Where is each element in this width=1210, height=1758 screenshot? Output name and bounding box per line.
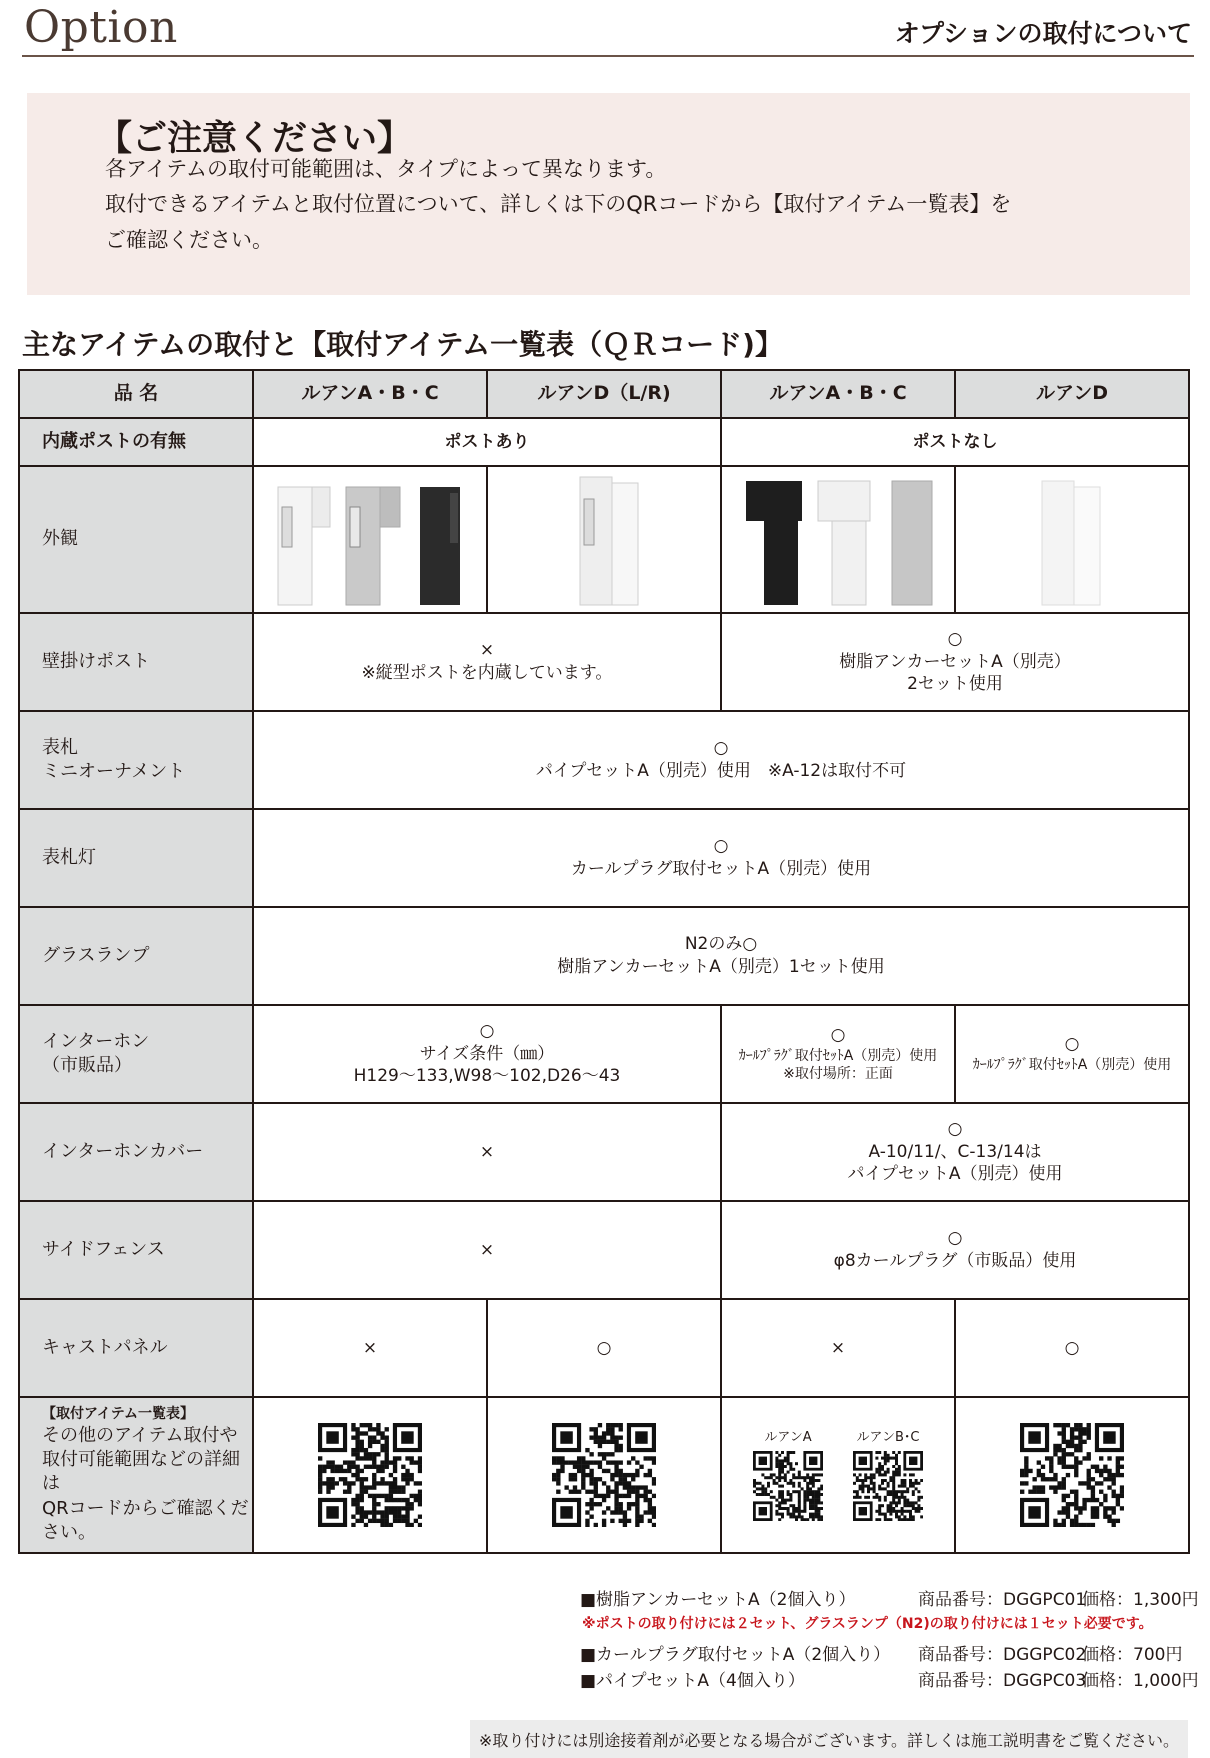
table-row xyxy=(19,907,1189,1005)
mark: ○ xyxy=(947,628,963,649)
qr-info-cell xyxy=(19,1397,253,1553)
table-row xyxy=(19,1299,1189,1397)
section-title: 主なアイテムの取付と【取付アイテム一覧表（ＱＲコード)】 xyxy=(22,328,783,361)
header-label: 品 名 xyxy=(19,370,253,418)
qr-code[interactable] xyxy=(318,1423,422,1527)
cell-value xyxy=(253,907,1189,1005)
table-row xyxy=(19,1201,1189,1299)
mark: ○ xyxy=(713,738,729,759)
cell-value: × xyxy=(253,1201,721,1299)
product-name: ■カールプラグ取付セットA（2個入り） xyxy=(580,1645,891,1665)
product-code: 商品番号：DGGPC02 xyxy=(918,1645,1087,1665)
product-image xyxy=(274,479,332,607)
row-label: インターホンカバー xyxy=(19,1103,253,1201)
cell-value xyxy=(253,711,1189,809)
row-label: 外観 xyxy=(19,466,253,613)
qr-info-title: 【取付アイテム一覧表】 xyxy=(42,1405,195,1422)
product-name: ■パイプセットA（4個入り） xyxy=(580,1671,805,1691)
table-row xyxy=(19,1005,1189,1103)
column-header: ルアンD（L/R) xyxy=(487,370,721,418)
notice-line: ご確認ください。 xyxy=(105,228,273,252)
qr-code[interactable] xyxy=(1020,1423,1124,1527)
product-image xyxy=(742,473,806,607)
qr-cell xyxy=(487,1397,721,1553)
notice-line: 各アイテムの取付可能範囲は、タイプによって異なります。 xyxy=(105,157,667,181)
cell-note: 樹脂アンカーセットA（別売）1セット使用 xyxy=(557,957,885,977)
mark: ○ xyxy=(1064,1034,1080,1055)
product-code: 商品番号：DGGPC01 xyxy=(918,1590,1087,1610)
row-label-line: インターホン xyxy=(42,1030,150,1052)
product-image xyxy=(342,479,402,607)
cell-note: φ8カールプラグ（市販品）使用 xyxy=(833,1251,1077,1271)
cell-value xyxy=(253,809,1189,907)
row-label: 内蔵ポストの有無 xyxy=(19,418,253,466)
column-header: ルアンA・B・C xyxy=(721,370,955,418)
table-header-row xyxy=(19,370,1189,418)
footnote: ※取り付けには別途接着剤が必要となる場合がございます。詳しくは施工説明書をご覧ください。 xyxy=(470,1720,1188,1758)
cell-note: H129～133,W98～102,D26～43 xyxy=(353,1066,621,1087)
table-row xyxy=(19,466,1189,613)
product-price: 価格：700円 xyxy=(1082,1645,1183,1665)
qr-code[interactable] xyxy=(853,1451,923,1521)
cell-note: ｶｰﾙﾌﾟﾗｸﾞ取付ｾｯﾄA（別売）使用 xyxy=(972,1057,1172,1074)
mark: ○ xyxy=(947,1228,963,1249)
cell-note: ※縦型ポストを内蔵しています。 xyxy=(361,663,613,683)
column-header: ルアンD xyxy=(955,370,1189,418)
product-image xyxy=(814,473,874,607)
product-code: 商品番号：DGGPC03 xyxy=(918,1671,1087,1691)
product-image-cell xyxy=(487,466,721,613)
notice-line: 取付できるアイテムと取付位置について、詳しくは下のQRコードから【取付アイテム一覧表】を xyxy=(105,192,1012,216)
mark: ○ xyxy=(947,1118,963,1139)
table-row xyxy=(19,809,1189,907)
qr-code[interactable] xyxy=(552,1423,656,1527)
qr-cell xyxy=(955,1397,1189,1553)
cell-note: 2セット使用 xyxy=(907,674,1003,695)
row-label xyxy=(19,711,253,809)
row-label: キャストパネル xyxy=(19,1299,253,1397)
table-row xyxy=(19,613,1189,711)
row-label: 壁掛けポスト xyxy=(19,613,253,711)
cell-note: カールプラグ取付セットA（別売）使用 xyxy=(570,859,872,879)
row-label-line: （市販品） xyxy=(42,1055,132,1076)
qr-info-line: 取付可能範囲などの詳細は xyxy=(42,1449,240,1495)
notice-heading: 【ご注意ください】 xyxy=(97,119,413,159)
red-note: ※ポストの取り付けには２セット、グラスランプ（N2)の取り付けには１セット必要です。 xyxy=(582,1616,1153,1632)
mark: ○ xyxy=(479,1020,495,1041)
header-divider xyxy=(22,55,1194,57)
row-label-line: 表札 xyxy=(42,736,78,758)
cell-note: N2のみ○ xyxy=(684,934,758,955)
cell-note: パイプセットA（別売）使用 xyxy=(847,1164,1063,1185)
cell-note: パイプセットA（別売）使用 ※A-12は取付不可 xyxy=(535,761,907,781)
row-label-line: ミニオーナメント xyxy=(42,761,186,782)
table-row xyxy=(19,418,1189,466)
page-title: Option xyxy=(24,2,178,53)
cell-value: × xyxy=(253,1299,487,1397)
product-price: 価格：1,000円 xyxy=(1082,1671,1199,1691)
row-label: グラスランプ xyxy=(19,907,253,1005)
mark: ○ xyxy=(830,1024,846,1045)
product-image-cell xyxy=(955,466,1189,613)
cell-value: ポストあり xyxy=(253,418,721,466)
qr-sublabel: ルアンA xyxy=(764,1430,812,1446)
row-label xyxy=(19,1005,253,1103)
cell-note: ｶｰﾙﾌﾟﾗｸﾞ取付ｾｯﾄA（別売）使用 xyxy=(738,1047,938,1064)
notice-box xyxy=(27,93,1190,295)
cell-value: ○ xyxy=(487,1299,721,1397)
row-label: 表札灯 xyxy=(19,809,253,907)
product-image-cell xyxy=(721,466,955,613)
product-name: ■樹脂アンカーセットA（2個入り） xyxy=(580,1590,856,1610)
cell-value xyxy=(721,1103,1189,1201)
row-label: サイドフェンス xyxy=(19,1201,253,1299)
cell-value: × xyxy=(253,1103,721,1201)
table-row xyxy=(19,1397,1189,1553)
page-subtitle: オプションの取付について xyxy=(894,19,1192,48)
qr-code[interactable] xyxy=(753,1451,823,1521)
product-image-cell xyxy=(253,466,487,613)
qr-cell xyxy=(721,1397,955,1553)
product-image xyxy=(886,473,938,607)
product-image xyxy=(574,473,644,607)
cell-value xyxy=(253,613,721,711)
product-image xyxy=(414,479,466,607)
cell-value xyxy=(721,1201,1189,1299)
qr-cell xyxy=(253,1397,487,1553)
cell-value xyxy=(955,1005,1189,1103)
mark: ○ xyxy=(713,836,729,857)
table-row xyxy=(19,711,1189,809)
cell-value: ○ xyxy=(955,1299,1189,1397)
mark: × xyxy=(479,640,495,661)
options-table xyxy=(18,369,1190,1554)
cell-note: ※取付場所：正面 xyxy=(783,1066,893,1083)
cell-note: サイズ条件（㎜） xyxy=(419,1043,555,1064)
table-row xyxy=(19,1103,1189,1201)
cell-value xyxy=(721,1005,955,1103)
cell-value: × xyxy=(721,1299,955,1397)
cell-value xyxy=(253,1005,721,1103)
qr-sublabel: ルアンB･C xyxy=(856,1430,920,1446)
qr-info-line: その他のアイテム取付や xyxy=(42,1424,238,1446)
product-price: 価格：1,300円 xyxy=(1082,1590,1199,1610)
column-header: ルアンA・B・C xyxy=(253,370,487,418)
qr-info-line: QRコードからご確認ください。 xyxy=(42,1497,249,1543)
cell-value xyxy=(721,613,1189,711)
cell-note: 樹脂アンカーセットA（別売） xyxy=(839,651,1071,672)
cell-note: A-10/11/、C-13/14は xyxy=(868,1141,1042,1162)
product-image xyxy=(1036,473,1106,607)
cell-value: ポストなし xyxy=(721,418,1189,466)
